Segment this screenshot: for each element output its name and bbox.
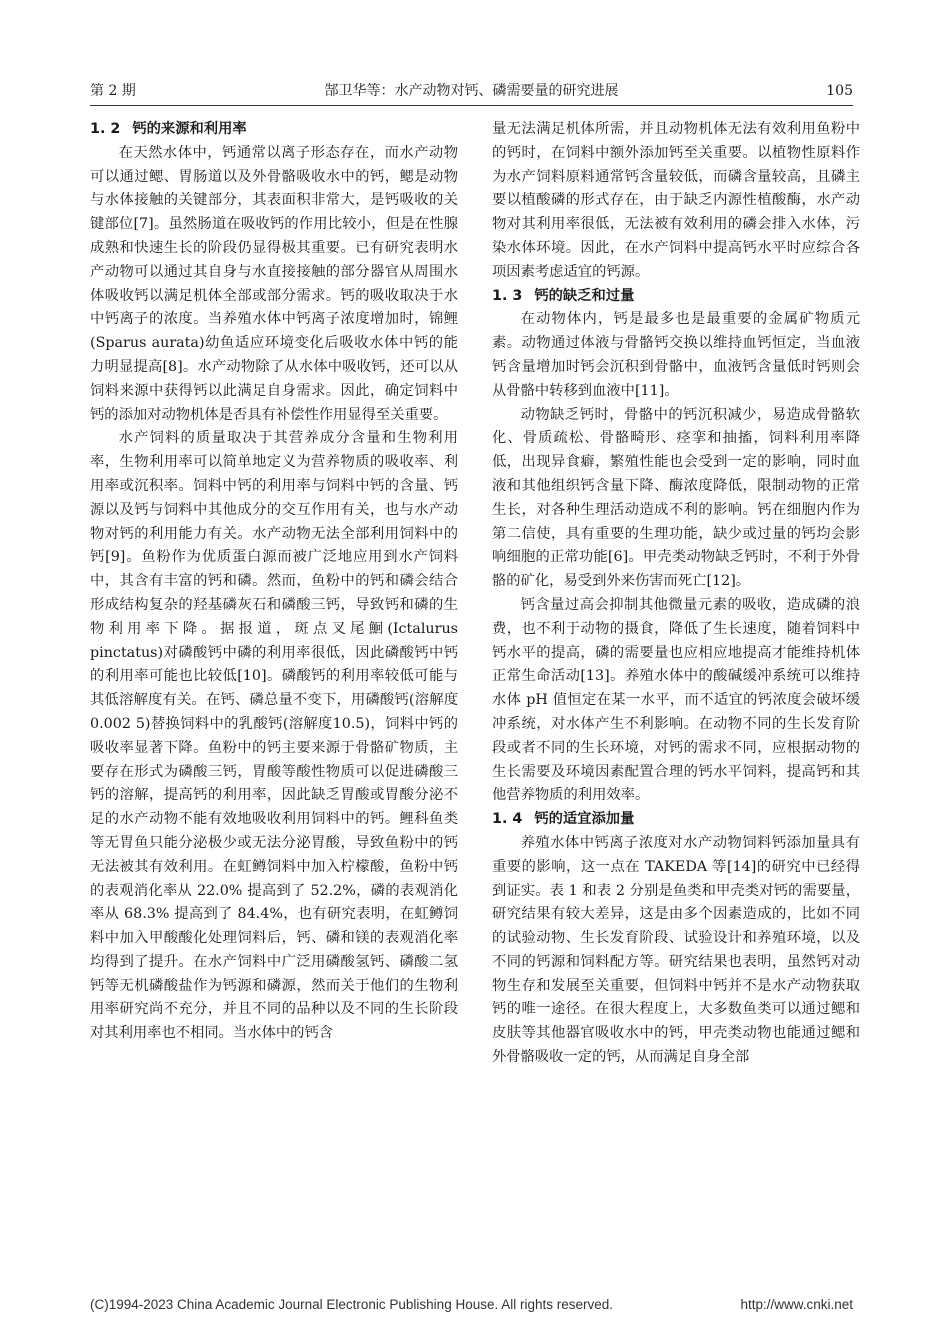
paragraph: 养殖水体中钙离子浓度对水产动物饲料钙添加量具有重要的影响，这一点在 TAKEDA 等[14]的研究中已经得到证实。表 1 和表 2 分别是鱼类和甲壳类对钙的需要量，研究结果有较大差异，这是由多个因素造成的，比如不同的试验动物、生长发育阶段、试验设计和养殖环境，以及不同的钙源和饲料配方等。研究结果也表明，虽然钙对动物生存和发展至关重要，但饲料中钙并不是水产动物获取钙的唯一途径。在很大程度上，大多数鱼类可以通过鳃和皮肤等其他器官吸收水中的钙，甲壳类动物也能通过鳃和外骨骼吸收一定的钙，从而满足自身全部 <box>492 834 860 1066</box>
paragraph: 钙含量过高会抑制其他微量元素的吸收，造成磷的浪费，也不利于动物的摄食，降低了生长速度，随着饲料中钙水平的提高，磷的需要量也应相应地提高才能维持机体正常生命活动[13]。养殖水体中的酸碱缓冲系统可以维持水体 pH 值恒定在某一水平，而不适宜的钙浓度会破坏缓冲系统，对水体产生不利影响。在动物不同的生长发育阶段或者不同的生长环境，对钙的需求不同，应根据动物的生长需要及环境因素配置合理的钙水平饲料，提高钙和其他营养物质的利用效率。 <box>492 596 860 804</box>
section-heading-1-2 <box>90 118 458 142</box>
page-header <box>90 80 853 102</box>
issue-number: 第 2 期 <box>90 83 136 99</box>
section-title: 钙的适宜添加量 <box>534 811 635 828</box>
section-title: 钙的来源和利用率 <box>132 121 247 137</box>
copyright-notice: (C)1994-2023 China Academic Journal Electronic Publishing House. All rights reserved. <box>90 1297 614 1312</box>
section-heading-1-4 <box>492 808 860 832</box>
right-column <box>492 118 860 1070</box>
running-title: 郜卫华等：水产动物对钙、磷需要量的研究进展 <box>324 83 619 99</box>
section-heading-1-3 <box>492 285 860 309</box>
paragraph: 动物缺乏钙时，骨骼中的钙沉积减少，易造成骨骼软化、骨质疏松、骨骼畸形、痉挛和抽搐，饲料利用率降低，出现异食癖，繁殖性能也会受到一定的影响，同时血液和其他组织钙含量下降、酶浓度降低，限制动物的正常生长，对各种生理活动造成不利的影响。钙在细胞内作为第二信使，具有重要的生理功能，缺少或过量的钙均会影响细胞的正常功能[6]。甲壳类动物缺乏钙时，不利于外骨骼的矿化，易受到外来伤害而死亡[12]。 <box>492 406 860 590</box>
paragraph-continued: 量无法满足机体所需，并且动物机体无法有效利用鱼粉中的钙时，在饲料中额外添加钙至关重要。以植物性原料作为水产饲料原料通常钙含量较低，而磷含量较高，且磷主要以植酸磷的形式存在，由于缺乏内源性植酸酶，水产动物对其利用率很低，无法被有效利用的磷会排入水体，污染水体环境。因此，在水产饲料中提高钙水平时应综合各项因素考虑适宜的钙源。 <box>492 121 860 280</box>
paragraph: 在天然水体中，钙通常以离子形态存在，而水产动物可以通过鳃、胃肠道以及外骨骼吸收水中的钙，鳃是动物与水体接触的关键部分，其表面积非常大，是钙吸收的关键部位[7]。虽然肠道在吸收钙的作用比较小，但是在性腺成熟和快速生长的阶段仍显得极其重要。已有研究表明水产动物可以通过其自身与水直接接触的部分器官从周围水体吸收钙以满足机体全部或部分需求。钙的吸收取决于水中钙离子的浓度。当养殖水体中钙离子浓度增加时，锦鲤(Sparus aurata)幼鱼适应环境变化后吸收水体中钙的能力明显提高[8]。水产动物除了从水体中吸收钙，还可以从饲料来源中获得钙以此满足自身需求。因此，确定饲料中钙的添加对动物机体是否具有补偿性作用显得至关重要。 <box>90 144 458 423</box>
paragraph: 水产饲料的质量取决于其营养成分含量和生物利用率，生物利用率可以简单地定义为营养物质的吸收率、利用率或沉积率。饲料中钙的利用率与饲料中钙的含量、钙源以及钙与饲料中其他成分的交互作用有关，也与水产动物对钙的利用能力有关。水产动物无法全部利用饲料中的钙[9]。鱼粉作为优质蛋白源而被广泛地应用到水产饲料中，其含有丰富的钙和磷。然而，鱼粉中的钙和磷会结合形成结构复杂的羟基磷灰石和磷酸三钙，导致钙和磷的生物利用率下降。据报道，斑点叉尾鮰(Ictalurus pinctatus)对磷酸钙中磷的利用率很低，因此磷酸钙中钙的利用率可能也比较低[10]。磷酸钙的利用率较低可能与其低溶解度有关。在钙、磷总量不变下，用磷酸钙(溶解度0.002 5)替换饲料中的乳酸钙(溶解度10.5)，饲料中钙的吸收率显著下降。鱼粉中的钙主要来源于骨骼矿物质，主要存在形式为磷酸三钙，胃酸等酸性物质可以促进磷酸三钙的溶解，提高钙的利用率，因此缺乏胃酸或胃酸分泌不足的水产动物不能有效地吸收利用饲料中的钙。鲤科鱼类等无胃鱼只能分泌极少或无法分泌胃酸，导致鱼粉中的钙无法被其有效利用。在虹鳟饲料中加入柠檬酸，鱼粉中钙的表观消化率从 22.0% 提高到了 52.2%，磷的表观消化率从 68.3% 提高到了 84.4%，也有研究表明，在虹鳟饲料中加入甲酸酸化处理饲料后，钙、磷和镁的表观消化率均得到了提升。在水产饲料中广泛用磷酸氢钙、磷酸二氢钙等无机磷酸盐作为钙源和磷源，然而关于他们的生物利用率研究尚不充分，并且不同的品种以及不同的生长阶段对其利用率也不相同。当水体中的钙含 <box>90 430 458 1042</box>
paragraph: 在动物体内，钙是最多也是最重要的金属矿物质元素。动物通过体液与骨骼钙交换以维持血钙恒定，当血液钙含量增加时钙会沉积到骨骼中，血液钙含量低时钙则会从骨骼中转移到血液中[11]。 <box>492 311 860 399</box>
cnki-link[interactable]: http://www.cnki.net <box>740 1297 853 1312</box>
section-number: 1. 3 <box>492 287 523 304</box>
page-number: 105 <box>826 83 853 99</box>
section-title: 钙的缺乏和过量 <box>534 287 635 304</box>
header-rule <box>90 105 853 106</box>
left-column <box>90 118 458 1046</box>
section-number: 1. 4 <box>492 811 523 828</box>
section-number: 1. 2 <box>90 121 121 137</box>
